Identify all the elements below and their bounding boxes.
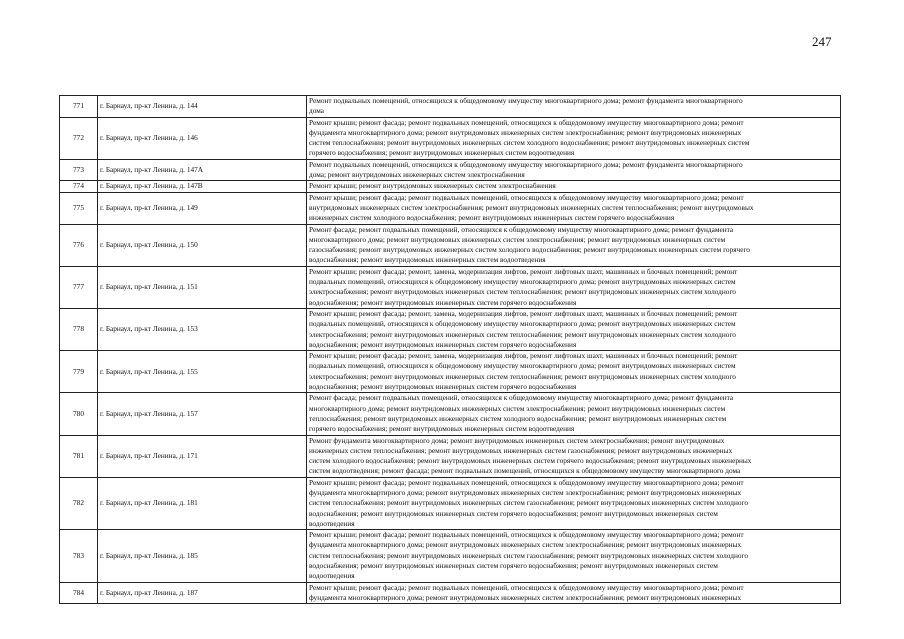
address-cell: г. Барнаул, пр-кт Ленина, д. 149 xyxy=(98,192,307,224)
works-line: подвальных помещений, относящихся к общедомовому имуществу многоквартирного дома; ремонт внутридомовых инженерных систем xyxy=(309,319,736,329)
works-line: водоотведения xyxy=(309,571,355,581)
works-line: систем теплоснабжения; ремонт внутридомовых инженерных систем газоснабжения; ремонт внутридомовых инженерных систем холодного xyxy=(309,550,748,560)
row-number: 780 xyxy=(60,393,98,435)
table-row xyxy=(60,192,841,224)
address-cell: г. Барнаул, пр-кт Ленина, д. 146 xyxy=(98,117,307,159)
works-cell xyxy=(307,393,841,435)
table-row xyxy=(60,477,841,529)
works-cell xyxy=(307,308,841,350)
works-line: водоснабжения; ремонт внутридомовых инженерных систем водоотведения xyxy=(309,255,546,265)
works-line: многоквартирного дома; ремонт внутридомовых инженерных систем электроснабжения; ремонт внутридомовых инженерных систем xyxy=(309,403,726,413)
works-line: Ремонт крыши; ремонт фасада; ремонт, замена, модернизация лифтов, ремонт лифтовых шахт, машинных и блочных помещений; ремонт xyxy=(309,308,738,318)
table-row xyxy=(60,181,841,192)
works-line: Ремонт крыши; ремонт фасада; ремонт подвальных помещений, относящихся к общедомовому имуществу многоквартирного дома; ремонт xyxy=(309,582,744,592)
table-body xyxy=(60,96,841,604)
works-line: водоснабжения; ремонт внутридомовых инженерных систем горячего водоснабжения xyxy=(309,382,577,392)
works-line: Ремонт фасада; ремонт подвальных помещений, относящихся к общедомовому имуществу многоквартирного дома; ремонт фундамента xyxy=(309,224,734,234)
address-cell: г. Барнаул, пр-кт Ленина, д. 181 xyxy=(98,477,307,529)
works-line: фундамента многоквартирного дома; ремонт внутридомовых инженерных систем электроснабжения; ремонт внутридомовых инженерных xyxy=(309,487,742,497)
works-line: водоснабжения; ремонт внутридомовых инженерных систем горячего водоснабжения xyxy=(309,339,577,349)
works-line: электроснабжения; ремонт внутридомовых инженерных систем теплоснабжения; ремонт внутридомовых инженерных систем холодного xyxy=(309,287,736,297)
works-line: фундамента многоквартирного дома; ремонт внутридомовых инженерных систем электроснабжения; ремонт внутридомовых инженерных xyxy=(309,127,742,137)
works-line: подвальных помещений, относящихся к общедомовому имуществу многоквартирного дома; ремонт внутридомовых инженерных систем xyxy=(309,277,736,287)
address-cell: г. Барнаул, пр-кт Ленина, д. 171 xyxy=(98,435,307,477)
table-row xyxy=(60,393,841,435)
works-line: Ремонт крыши; ремонт фасада; ремонт, замена, модернизация лифтов, ремонт лифтовых шахт, машинных и блочных помещений; ремонт xyxy=(309,351,738,361)
works-line: инженерных систем холодного водоснабжения; ремонт внутридомовых инженерных систем горячего водоснабжения xyxy=(309,213,675,223)
works-line: подвальных помещений, относящихся к общедомовому имуществу многоквартирного дома; ремонт внутридомовых инженерных систем xyxy=(309,361,736,371)
works-line: дома xyxy=(309,106,325,116)
page-number: 247 xyxy=(812,34,832,49)
works-line: газоснабжения; ремонт внутридомовых инженерных систем холодного водоснабжения; ремонт внутридомовых инженерных систем горячего xyxy=(309,245,750,255)
works-line: многоквартирного дома; ремонт внутридомовых инженерных систем электроснабжения; ремонт внутридомовых инженерных систем xyxy=(309,234,726,244)
table-row xyxy=(60,435,841,477)
works-line: Ремонт крыши; ремонт фасада; ремонт подвальных помещений, относящихся к общедомовому имуществу многоквартирного дома; ремонт xyxy=(309,477,744,487)
address-cell: г. Барнаул, пр-кт Ленина, д. 147В xyxy=(98,181,307,192)
works-line: Ремонт крыши; ремонт фасада; ремонт подвальных помещений, относящихся к общедомовому имуществу многоквартирного дома; ремонт xyxy=(309,530,744,540)
works-cell xyxy=(307,477,841,529)
address-cell: г. Барнаул, пр-кт Ленина, д. 153 xyxy=(98,308,307,350)
table-row xyxy=(60,266,841,308)
works-line: систем теплоснабжения; ремонт внутридомовых инженерных систем газоснабжения; ремонт внутридомовых инженерных систем холодного xyxy=(309,498,748,508)
works-line: фундамента многоквартирного дома; ремонт внутридомовых инженерных систем электроснабжения; ремонт внутридомовых инженерных xyxy=(309,540,742,550)
address-cell: г. Барнаул, пр-кт Ленина, д. 147А xyxy=(98,159,307,181)
works-cell xyxy=(307,192,841,224)
works-cell xyxy=(307,351,841,393)
works-line: Ремонт крыши; ремонт фасада; ремонт подвальных помещений, относящихся к общедомовому имуществу многоквартирного дома; ремонт xyxy=(309,117,744,127)
row-number: 772 xyxy=(60,117,98,159)
works-cell xyxy=(307,582,841,604)
works-line: электроснабжения; ремонт внутридомовых инженерных систем теплоснабжения; ремонт внутридомовых инженерных систем холодного xyxy=(309,371,736,381)
works-line: электроснабжения; ремонт внутридомовых инженерных систем теплоснабжения; ремонт внутридомовых инженерных систем холодного xyxy=(309,329,736,339)
works-cell xyxy=(307,96,841,118)
table-row xyxy=(60,582,841,604)
table-row xyxy=(60,159,841,181)
works-line: Ремонт подвальных помещений, относящихся к общедомовому имуществу многоквартирного дома; ремонт фундамента многоквартирного xyxy=(309,159,743,169)
works-line: Ремонт подвальных помещений, относящихся к общедомовому имуществу многоквартирного дома; ремонт фундамента многоквартирного xyxy=(309,96,743,105)
row-number: 777 xyxy=(60,266,98,308)
table-row xyxy=(60,117,841,159)
works-line: систем холодного водоснабжения; ремонт внутридомовых инженерных систем горячего водоснабжения; ремонт внутридомовых инженерных xyxy=(309,456,752,466)
row-number: 775 xyxy=(60,192,98,224)
works-cell xyxy=(307,266,841,308)
works-cell xyxy=(307,530,841,582)
works-line: Ремонт фасада; ремонт подвальных помещений, относящихся к общедомовому имуществу многоквартирного дома; ремонт фундамента xyxy=(309,393,734,403)
works-line: фундамента многоквартирного дома; ремонт внутридомовых инженерных систем электроснабжения; ремонт внутридомовых инженерных xyxy=(309,592,742,602)
works-line: систем теплоснабжения; ремонт внутридомовых инженерных систем холодного водоснабжения; ремонт внутридомовых инженерных систем xyxy=(309,138,750,148)
works-line: водоснабжения; ремонт внутридомовых инженерных систем горячего водоснабжения; ремонт внутридомовых инженерных систем xyxy=(309,508,718,518)
works-line: водоотведения xyxy=(309,518,355,528)
address-cell: г. Барнаул, пр-кт Ленина, д. 157 xyxy=(98,393,307,435)
works-line: Ремонт фундамента многоквартирного дома; ремонт внутридомовых инженерных систем электроснабжения; ремонт внутридомовых xyxy=(309,435,725,445)
works-cell xyxy=(307,181,841,192)
row-number: 784 xyxy=(60,582,98,604)
works-line: дома; ремонт внутридомовых инженерных систем электроснабжения xyxy=(309,170,525,180)
works-line: Ремонт крыши; ремонт внутридомовых инженерных систем электроснабжения xyxy=(309,181,556,191)
row-number: 778 xyxy=(60,308,98,350)
address-cell: г. Барнаул, пр-кт Ленина, д. 151 xyxy=(98,266,307,308)
table-row xyxy=(60,351,841,393)
address-cell: г. Барнаул, пр-кт Ленина, д. 144 xyxy=(98,96,307,118)
row-number: 781 xyxy=(60,435,98,477)
address-cell: г. Барнаул, пр-кт Ленина, д. 187 xyxy=(98,582,307,604)
works-line: инженерных систем теплоснабжения; ремонт внутридомовых инженерных систем газоснабжения; ремонт внутридомовых инженерных xyxy=(309,445,733,455)
row-number: 782 xyxy=(60,477,98,529)
table-row xyxy=(60,96,841,118)
works-line: Ремонт крыши; ремонт фасада; ремонт, замена, модернизация лифтов, ремонт лифтовых шахт, машинных и блочных помещений; ремонт xyxy=(309,266,738,276)
works-line: горячего водоснабжения; ремонт внутридомовых инженерных систем водоотведения xyxy=(309,148,575,158)
works-cell xyxy=(307,224,841,266)
works-cell xyxy=(307,435,841,477)
repair-registry-table xyxy=(59,95,841,604)
works-line: теплоснабжения; ремонт внутридомовых инженерных систем холодного водоснабжения; ремонт внутридомовых инженерных систем xyxy=(309,413,727,423)
row-number: 774 xyxy=(60,181,98,192)
row-number: 776 xyxy=(60,224,98,266)
works-line: систем водоотведения; ремонт фасада; ремонт подвальных помещений, относящихся к общедомовому имуществу многоквартирного дома xyxy=(309,466,741,476)
row-number: 771 xyxy=(60,96,98,118)
table-row xyxy=(60,530,841,582)
table-row xyxy=(60,224,841,266)
table-row xyxy=(60,308,841,350)
row-number: 783 xyxy=(60,530,98,582)
works-line: внутридомовых инженерных систем электроснабжения; ремонт внутридомовых инженерных систем теплоснабжения; ремонт внутридомовых xyxy=(309,202,754,212)
works-line: горячего водоснабжения; ремонт внутридомовых инженерных систем водоотведения xyxy=(309,424,575,434)
row-number: 773 xyxy=(60,159,98,181)
works-cell xyxy=(307,117,841,159)
works-cell xyxy=(307,159,841,181)
row-number: 779 xyxy=(60,351,98,393)
works-line: водоснабжения; ремонт внутридомовых инженерных систем горячего водоснабжения; ремонт внутридомовых инженерных систем xyxy=(309,561,718,571)
works-line: водоснабжения; ремонт внутридомовых инженерных систем горячего водоснабжения xyxy=(309,297,577,307)
address-cell: г. Барнаул, пр-кт Ленина, д. 150 xyxy=(98,224,307,266)
works-line: Ремонт крыши; ремонт фасада; ремонт подвальных помещений, относящихся к общедомовому имуществу многоквартирного дома; ремонт xyxy=(309,192,744,202)
address-cell: г. Барнаул, пр-кт Ленина, д. 185 xyxy=(98,530,307,582)
address-cell: г. Барнаул, пр-кт Ленина, д. 155 xyxy=(98,351,307,393)
